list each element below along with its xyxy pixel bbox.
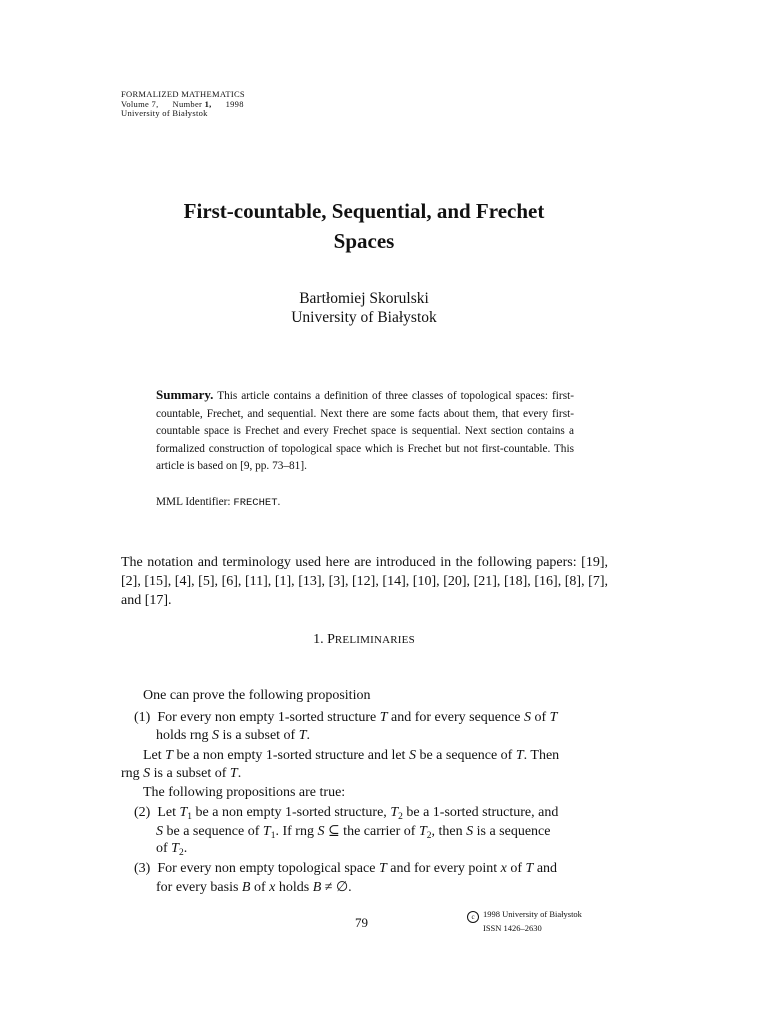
copyright-block (467, 909, 582, 933)
text: Let (143, 748, 166, 763)
prop-1-line-1 (134, 710, 557, 726)
publisher: University of Białystok (121, 108, 208, 118)
prop-2-line-3: of $T_2$. (156, 841, 188, 858)
text: of (506, 861, 526, 876)
var: T (171, 841, 179, 856)
var: x (269, 880, 276, 895)
title-line-2: Spaces (333, 229, 395, 253)
text: is a subset of (150, 766, 230, 781)
following-line: The following propositions are true: (143, 785, 346, 800)
section-heading (0, 632, 728, 648)
section-title-rest: RELIMINARIES (334, 634, 415, 646)
copyright-icon: c (467, 911, 479, 923)
let-line (143, 748, 559, 764)
text: rng (121, 766, 144, 781)
prop-intro: One can prove the following proposition (143, 688, 371, 703)
var: S (466, 824, 474, 839)
subscript: 1 (187, 812, 193, 822)
var: x (500, 861, 507, 876)
text: be a 1-sorted structure, and (402, 805, 559, 820)
var: T (179, 805, 188, 820)
prop-2-number: (2) (134, 805, 151, 820)
text: holds (275, 880, 313, 895)
section-number: 1. (313, 632, 324, 647)
summary-label: Summary. (156, 387, 214, 402)
var: S (317, 824, 325, 839)
var: T (229, 766, 238, 781)
text: . If rng (275, 824, 318, 839)
var: T (378, 861, 387, 876)
text: of (156, 841, 172, 856)
number-label: Number (172, 98, 203, 109)
var: T (549, 710, 558, 725)
text: and for every sequence (387, 710, 524, 725)
var: T (379, 710, 388, 725)
volume: Volume 7, (121, 98, 159, 109)
page-number: 79 (355, 915, 368, 930)
var: B (312, 880, 322, 895)
text: holds rng (156, 728, 212, 743)
var: T (390, 805, 399, 820)
var: T (262, 824, 271, 839)
number-value: 1, (204, 98, 212, 109)
text: be a non empty 1-sorted structure and let (172, 748, 409, 763)
text: of (250, 880, 270, 895)
text: ⊆ the carrier of (324, 824, 419, 839)
prop-3-line-2 (156, 879, 352, 896)
text: . Then (523, 748, 560, 763)
paper-title (0, 196, 728, 256)
year: 1998 (225, 98, 244, 109)
var: T (515, 748, 524, 763)
var: S (408, 748, 416, 763)
section-first-letter: P (327, 632, 335, 647)
journal-name: FORMALIZED MATHEMATICS (121, 89, 245, 99)
var: T (525, 861, 534, 876)
text: and (533, 861, 558, 876)
prop-3-number: (3) (134, 861, 151, 876)
rng-line: rng S is a subset of T. (121, 766, 242, 781)
text: , then (431, 824, 467, 839)
text: be a non empty 1-sorted structure, (192, 805, 391, 820)
subscript: 2 (178, 848, 184, 858)
text: is a subset of (219, 728, 299, 743)
text: be a sequence of (163, 824, 263, 839)
mml-label: MML Identifier: (156, 496, 231, 508)
author-affiliation: University of Białystok (291, 309, 437, 326)
author-block (0, 289, 728, 327)
var: S (156, 824, 163, 839)
prop-1-line-2: holds rng S is a subset of T. (156, 728, 311, 743)
journal-header (121, 90, 245, 119)
intro-paragraph: The notation and terminology used here are introduced in the following papers: [19], [2], [15], [4], [5], [6], [11], [1], [13], [3], [12], [14], [10], [20], [21], [18], [16], [8], [7], and [17]. (121, 555, 608, 608)
text: Let (157, 805, 180, 820)
text: and for every point (386, 861, 501, 876)
prop-1-number: (1) (134, 710, 151, 725)
text: be a sequence of (415, 748, 516, 763)
prop-2-line-1 (134, 805, 558, 821)
text: of (530, 710, 550, 725)
var: T (298, 728, 307, 743)
var: S (212, 728, 219, 743)
text: For every non empty topological space (157, 861, 379, 876)
author-name: Bartłomiej Skorulski (299, 290, 429, 307)
summary-text: This article contains a definition of three classes of topological spaces: first-countable, Frechet, and sequential. Next there are some facts about them, that every first-countable space is Frechet and every Frechet space is sequential. Next section contains a formalized construction of topological space which is Frechet but not first-countable. This article is based on [9, pp. 73–81]. (156, 390, 574, 473)
var: T (418, 824, 427, 839)
var: B (241, 880, 251, 895)
mml-period: . (277, 496, 281, 508)
text: ≠ ∅. (321, 880, 352, 895)
subscript: 2 (426, 831, 432, 841)
prop-2-line-2 (156, 823, 550, 840)
prop-3-line-1 (134, 861, 557, 877)
mml-id: FRECHET (233, 497, 278, 509)
var: S (523, 710, 531, 725)
mml-identifier (156, 496, 280, 509)
copyright-text: 1998 University of Białystok (483, 909, 582, 919)
text: for every basis (156, 880, 242, 895)
summary (156, 386, 574, 476)
text: For every non empty 1-sorted structure (157, 710, 380, 725)
subscript: 1 (270, 831, 276, 841)
text: is a sequence (473, 824, 551, 839)
title-line-1: First-countable, Sequential, and Frechet (183, 199, 545, 223)
issn: ISSN 1426–2630 (483, 923, 542, 933)
var: S (143, 766, 151, 781)
subscript: 2 (398, 812, 403, 822)
var: T (165, 748, 173, 763)
